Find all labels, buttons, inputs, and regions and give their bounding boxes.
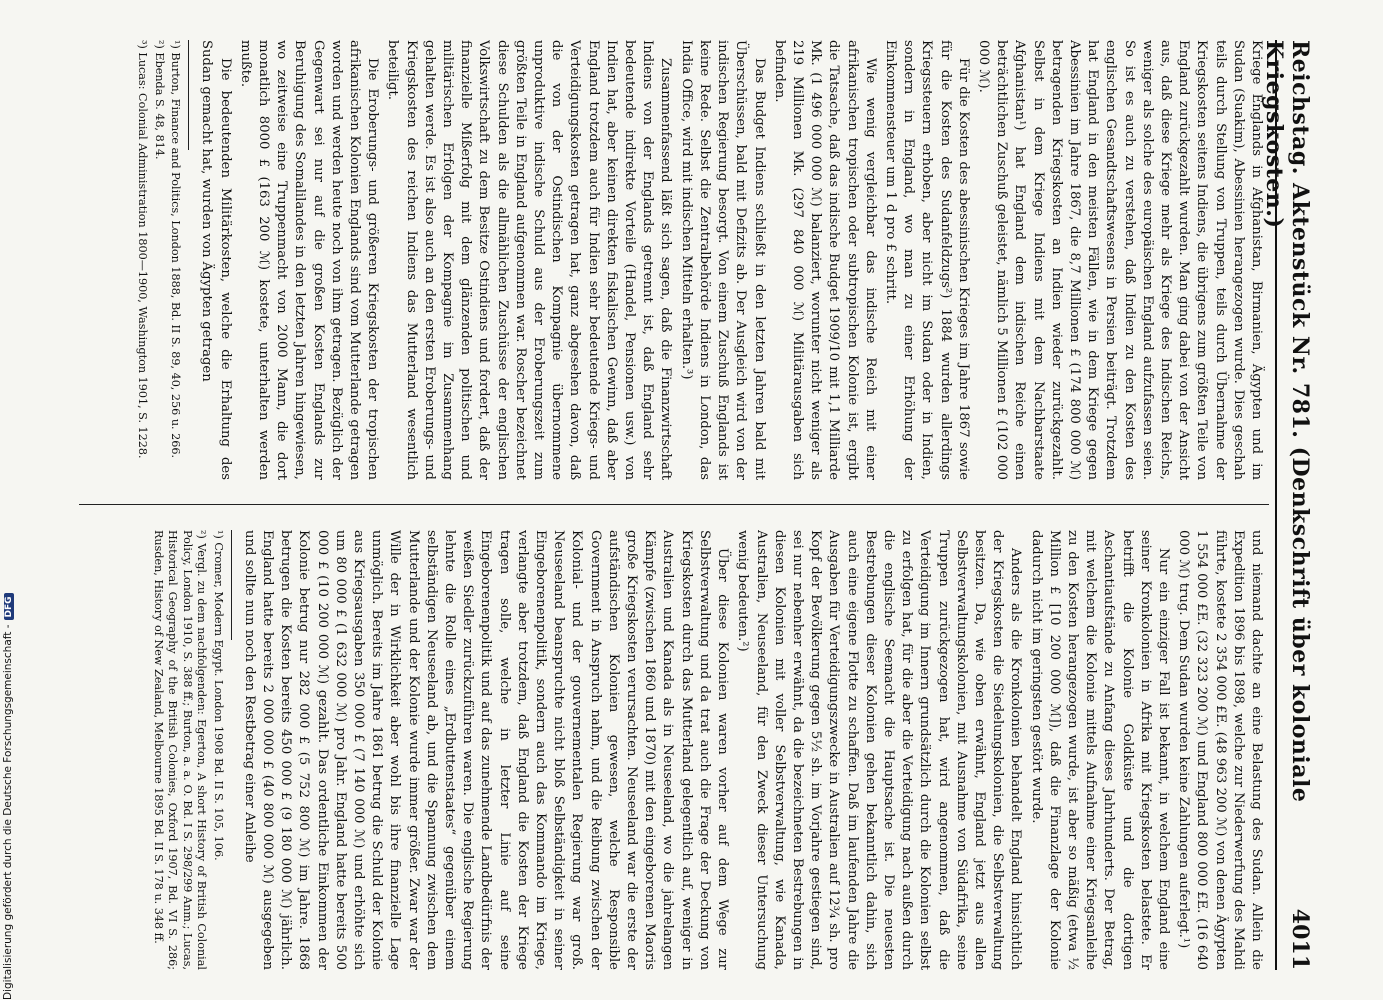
footnote: ¹) Burton, Finance and Politics, London 1888, Bd. II S. 89, 40, 256 u. 266. xyxy=(169,40,183,459)
paragraph: Nur ein einziger Fall ist bekannt, in welchem England eine seiner Kronkolonien in Afrika mit Kriegskosten belastete. Er betrifft die Kolonie Goldküste und die dortigen Aschantiaufstände zu Anfang dieses Jahrhunderts. Der Betrag, mit welchem die Kolonie mittels Aufnahme einer Kriegsanleihe zu den Kosten herangezogen wurde, ist aber so mäßig (etwa ½ Million £ [10 200 000 ℳ]), daß die Finanzlage der Kolonie dadurch nicht im geringsten gestört wurde. xyxy=(1028,530,1171,970)
page-header xyxy=(1261,40,1317,970)
footnote: ²) Vergl. zu dem nachfolgenden: Egerton, A short History of British Colonial Policy, London 1910, S. 388 ff.; Burton, a. a. O. Bd. I S. 298/299 Anm.; Lucas, Historical Geography of the British Colonies, Oxford 1907, Bd. VI S. 286; Rusden, History of New Zealand, Melbourne 1895 Bd. II S. 178 u. 348 ff. xyxy=(151,530,209,970)
right-column xyxy=(85,530,1265,970)
footnote: ¹) Cromer, Modern Egypt. London 1908 Bd. II S. 105, 106. xyxy=(211,530,225,861)
footnote: ²) Ebenda S. 48, 814. xyxy=(152,40,166,160)
paragraph: Über diese Kolonien waren vorher auf dem Wege zur Selbstverwaltung und da trat auch die Frage der Deckung von Kriegskosten durch das Mutterland gelegentlich auf, weniger in Australien und Kanada als in Neuseeland, wo die jahrelangen Kämpfe (zwischen 1860 und 1870) mit den eingeborenen Maoris große Kriegskosten verursachten. Neuseeland war die erste der aufständischen Kolonien gewesen, welche Responsible Government in Anspruch nahm, und die Reibung zwischen der Kolonial- und der gouvernementalen Regierung war groß. Neuseeland beanspruchte nicht bloß Selbständigkeit in seiner Eingeborenenpolitik, sondern auch das Kommando im Kriege, verlangte aber trotzdem, daß England die Kosten der Kriege tragen solle, welche in letzter Linie auf seine Eingeborenenpolitik und auf das zunehmende Landbedürfnis der weißen Siedler zurückzuführen waren. Die englische Regierung lehnte die Rolle eines „Erdbuttenstaates“ gegenüber einem selbständigen Neuseeland ab, und die Spannung zwischen dem Mutterlande und der Kolonie wurde immer größer. Zwar war der Wille der in Wirklichkeit aber wohl bis ihre finanzielle Lage unmöglich. Bereits im Jahre 1861 betrug die Schuld der Kolonie aus Kriegsausgaben 350 000 £ (7 140 000 ℳ) und erhöhte sich um 80 000 £ (1 632 000 ℳ) pro Jahr. England hatte bereits 500 000 £ (10 200 000 ℳ) gezahlt. Das ordentliche Einkommen der Kolonie betrug nur 282 000 £ (5 752 800 ℳ) im Jahre. 1868 betrugen die Kosten bereits 450 000 £ (9 180 000 ℳ) jährlich. England hatte bereits 2 000 000 £ (40 800 000 ℳ) ausgegeben und sollte nun noch den Restbetrag einer Anleihe xyxy=(241,530,731,970)
paragraph: Für die Kosten des abessinischen Krieges im Jahre 1867 sowie für die Kosten des Sudanfeldzugs²) 1884 wurden allerdings Kriegssteuern erhoben, aber nicht im Sudan oder in Indien, sondern in England, wo man zu einer Erhöhung der Einkommensteuer um 1 d pro £ schritt. xyxy=(882,40,971,480)
left-column xyxy=(85,40,1265,480)
paragraph: Kriege Englands in Afghanistan, Birmanien, Ägypten und im Sudan (Suakim), Abessinien herangezogen wurde. Dies geschah teils durch Stellung von Truppen, teils durch Übernahme der Kriegskosten seitens Indiens, die übrigens zum größten Teile von England zurückgezahlt wurden. Man ging dabei von der Ansicht aus, daß diese Kriege mehr als Kriege des Indischen Reichs, weniger als solche des europäischen England aufzufassen seien. So ist es auch zu verstehen, daß Indien zu den Kosten des englischen Gesandtschaftswesens in Persien beiträgt. Trotzdem hat England in den meisten Fällen, wie in dem Kriege gegen Abessinien im Jahre 1867, die 8,7 Millionen £ (174 800 000 ℳ) betragenden Kriegskosten an Indien wieder zurückgezahlt. Selbst in dem Kriege Indiens mit dem Nachbarstaate Afghanistan¹) hat England dem indischen Reiche einen beträchtlichen Zuschuß geleistet, nämlich 5 Millionen £ (102 000 000 ℳ). xyxy=(975,40,1264,480)
column-divider xyxy=(79,504,1269,505)
paragraph: Anders als die Kronkolonien behandelt England hinsichtlich der Kriegskosten die Siedelungskolonien, die Selbstverwaltung besitzen. Da, wie oben erwähnt, England jetzt aus allen Selbstverwaltungskolonien, mit Ausnahme von Südafrika, seine Truppen zurückgezogen hat, wird angenommen, daß die Verteidigung im Innern grundsätzlich durch die Kolonien selbst zu erfolgen hat, für die aber die Verteidigung nach außen durch die englische Seemacht die Hauptsache ist. Die neuesten Bestrebungen dieser Kolonien gehen bekanntlich dahin, sich auch eine eigene Flotte zu schaffen. Daß im laufenden Jahre die Ausgaben für Verteidigungszwecke in Australien auf 12¾ sh. pro Kopf der Bevölkerung gegen 5½ sh. im Vorjahre gestiegen sind, sei nur nebenher erwähnt, da die bezeichneten Bestrebungen in diesen Kolonien mit voller Selbstverwaltung, wie Kanada, Australien, Neuseeland, für den Zweck dieser Untersuchung wenig bedeuten.²) xyxy=(735,530,1024,970)
paragraph: Die bedeutenden Militärkosten, welche die Erhaltung des Sudan gemacht hat, wurden von Ägypten getragen xyxy=(199,40,233,480)
header-rule xyxy=(1275,40,1277,970)
paragraph: Wie wenig vergleichbar das indische Reich mit einer afrikanischen tropischen oder subtropischen Kolonie ist, ergibt die Tatsache, daß das indische Budget 1909/10 mit 1,1 Milliarde Mk. (1 496 000 000 ℳ) balanziert, worunter nicht weniger als 219 Millionen Mk. (297 840 000 ℳ) Militärausgaben sich befinden. xyxy=(771,40,878,480)
paragraph: Das Budget Indiens schließt in den letzten Jahren bald mit Überschüssen, bald mit Defizits ab. Der Ausgleich wird von der indischen Regierung besorgt. Von einem Zuschuß Englands ist keine Rede. Selbst die Zentralbehörde Indiens in London, das India Office, wird mit indischen Mitteln erhalten.³) xyxy=(678,40,767,480)
page-number: 4011 xyxy=(1287,908,1313,970)
paragraph: Zusammenfassend läßt sich sagen, daß die Finanzwirtschaft Indiens von der Englands getrennt ist, daß England sehr bedeutende indirekte Vorteile (Handel, Pensionen usw.) von Indien hat, aber keinen direkten fiskalischen Gewinn, daß aber England trotzdem auch für Indien sehr bedeutende Kriegs- und Verteidigungskosten getragen hat, ganz abgesehen davon, daß die von der Ostindischen Kompagnie übernommene unproduktive indische Schuld aus der Eroberungszeit zum größten Teile in England aufgenommen war. Roscher bezeichnet diese Schulden als die allmählichen Zuschüsse der englischen Volkswirtschaft zu dem Besitze Ostindiens und fordert, daß der finanzielle Mißerfolg mit dem glänzenden politischen und militärischen Erfolgen der Kompagnie im Zusammenhang gehalten werde. Es ist also auch an den ersten Eroberungs- und Kriegskosten des reichen Indiens das Mutterland wesentlich beteiligt. xyxy=(385,40,674,480)
footnote-rule xyxy=(231,530,232,640)
footnote-rule xyxy=(188,40,189,150)
digitization-note-text: Digitalisierung gefördert durch die Deutsche Forschungsgemeinschaft - xyxy=(2,624,14,1000)
digitization-note xyxy=(2,596,16,1000)
paragraph: und niemand dachte an eine Belastung des Sudan. Allein die Expedition 1896 bis 1898, welche zur Niederwerfung des Mahdi führte, kostete 2 354 000 £E. (48 963 200 ℳ) von denen Ägypten 1 554 000 £E. (32 323 200 ℳ) und England 800 000 £E. (16 640 000 ℳ) trug. Dem Sudan wurden keine Zahlungen auferlegt.¹) xyxy=(1176,530,1264,970)
paragraph: Die Eroberungs- und größeren Kriegskosten der tropischen afrikanischen Kolonien Englands sind vom Mutterlande getragen worden und werden heute noch von ihm getragen. Bezüglich der Gegenwart sei nur auf die großen Kosten Englands zur Beruhigung des Somalilandes in den letzten Jahren hingewiesen, wo zeitweise eine Truppenmacht von 2000 Mann, die dort monatlich 8000 £ (163 200 ℳ) kostete, unterhalten werden mußte. xyxy=(237,40,381,480)
dfg-logo: DFG xyxy=(4,593,14,620)
rotated-page-content xyxy=(25,0,1325,1000)
footnote: ³) Lucas: Colonial Administration 1800—1900, Washington 1901, S. 1228. xyxy=(136,40,150,459)
running-title: Reichstag. Aktenstück Nr. 781. (Denkschrift über koloniale Kriegskosten.) xyxy=(1261,40,1313,803)
